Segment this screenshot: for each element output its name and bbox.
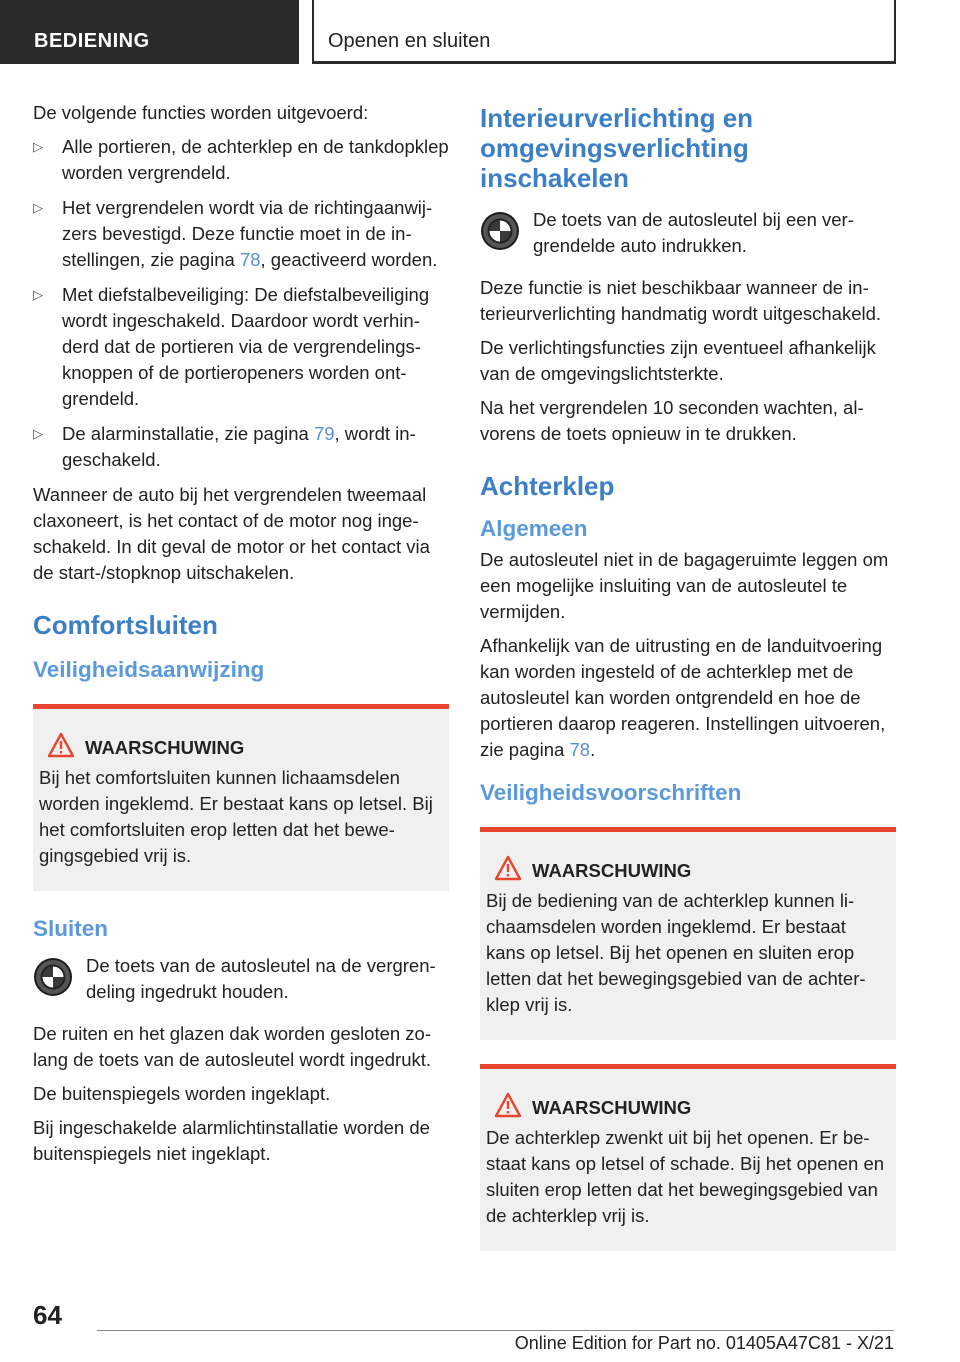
heading-achterklep: Achterklep: [480, 471, 615, 501]
intro-text: De volgende functies worden uitgevoerd:: [33, 102, 369, 123]
equipment-paragraph: Afhankelijk van de uitrusting en de landuitvoering kan worden ingesteld of de achterklep met de autosleutel kan worden ontgrendeld en hoe de portieren daarop reageren. Instellingen uitvoeren, zie pagina 78.: [480, 635, 886, 760]
key-instruction-text: De toets van de autosleutel na de vergrendeling ingedrukt houden.: [86, 955, 436, 1002]
warning-triangle-icon: [494, 855, 522, 881]
list-item-text: Het vergrendelen wordt via de richtingaanwijzers bevestigd. Deze functie moet in de instellingen, zie pagina: [62, 197, 433, 270]
list-item-text: Met diefstalbeveiliging: De diefstalbeveiliging wordt ingeschakeld. Daardoor wordt verhinderd dat de portieren via de vergrendelingsknoppen of de portieropeners worden ontgrendeld.: [62, 284, 430, 409]
hazard-paragraph: Bij ingeschakelde alarmlichtinstallatie worden de buitenspiegels niet ingeklapt.: [33, 1117, 430, 1164]
list-item-text: , wordt ingeschakeld.: [62, 423, 416, 470]
warning-box: [33, 704, 449, 891]
heading-algemeen: Algemeen: [480, 516, 588, 541]
list-item-text: , geactiveerd worden.: [260, 249, 438, 270]
warning-box: [480, 827, 896, 1040]
warning-triangle-icon: [494, 1092, 522, 1118]
heading-comfortsluiten: Comfortsluiten: [33, 610, 218, 640]
warning-box: [480, 1064, 896, 1251]
unavailable-paragraph: Deze functie is niet beschikbaar wanneer de interieurverlichting handmatig wordt uitgeschakeld.: [480, 277, 882, 324]
key-instruction-text: De toets van de autosleutel bij een vergrendelde auto indrukken.: [533, 209, 854, 256]
warning-title: WAARSCHUWING: [486, 1095, 890, 1121]
page-link-78[interactable]: 78: [569, 739, 591, 760]
key-instruction: [33, 953, 449, 1005]
bmw-key-icon: [480, 211, 520, 251]
heading-interieurverlichting: Interieurverlichting en omgevingsverlichting inschakelen: [480, 103, 754, 193]
page-header: [0, 0, 960, 66]
triangle-bullet-icon: ▷: [33, 139, 43, 154]
list-item-text: Alle portieren, de achterklep en de tankdopklep worden vergrendeld.: [62, 136, 449, 183]
honk-paragraph: Wanneer de auto bij het vergrendelen tweemaal claxoneert, is het contact of de motor nog ingeschakeld. In dit geval de motor or het contact via de start-/stopknop uitschakelen.: [33, 484, 430, 583]
chapter-label: Openen en sluiten: [312, 0, 896, 64]
heading-veiligheidsvoorschriften: Veiligheidsvoorschriften: [480, 780, 742, 805]
warning-title: WAARSCHUWING: [486, 858, 890, 884]
warning-triangle-icon: [47, 732, 75, 758]
list-item: [33, 134, 449, 186]
heading-veiligheidsaanwijzing: Veiligheidsaanwijzing: [33, 657, 265, 682]
section-label: BEDIENING: [0, 0, 299, 64]
list-item: [33, 282, 449, 412]
triangle-bullet-icon: ▷: [33, 287, 43, 302]
warning-text: Bij het comfortsluiten kunnen lichaamsdelen worden ingeklemd. Er bestaat kans op letsel. Bij het comfortsluiten erop letten dat het bewegingsgebied vrij is.: [39, 767, 433, 866]
key-luggage-paragraph: De autosleutel niet in de bagageruimte leggen om een mogelijke insluiting van de autosleutel te vermijden.: [480, 549, 889, 622]
triangle-bullet-icon: ▷: [33, 200, 43, 215]
list-item: [33, 421, 449, 473]
warning-text: De achterklep zwenkt uit bij het openen. Er bestaat kans op letsel of schade. Bij het openen en sluiten erop letten dat het bewegingsgebied van de achterklep vrij is.: [486, 1127, 885, 1226]
heading-sluiten: Sluiten: [33, 916, 109, 941]
function-list: [33, 134, 449, 473]
wait-paragraph: Na het vergrendelen 10 seconden wachten, alvorens de toets opnieuw in te drukken.: [480, 397, 864, 444]
page-number: 64: [33, 1300, 62, 1330]
triangle-bullet-icon: ▷: [33, 426, 43, 441]
page-link-78[interactable]: 78: [239, 249, 261, 270]
list-item: [33, 195, 449, 273]
mirrors-paragraph: De buitenspiegels worden ingeklapt.: [33, 1083, 331, 1104]
page-link-79[interactable]: 79: [313, 423, 335, 444]
warning-title: WAARSCHUWING: [39, 735, 443, 761]
right-column: [480, 103, 896, 1275]
footer-rule: [97, 1330, 894, 1331]
bmw-key-icon: [33, 957, 73, 997]
edition-text: Online Edition for Part no. 01405A47C81 - X/21: [514, 1333, 894, 1353]
warning-text: Bij de bediening van de achterklep kunnen lichaamsdelen worden ingeklemd. Er bestaat kans op letsel. Bij het openen en sluiten erop letten dat het bewegingsgebied van de achterklep vrij is.: [486, 890, 866, 1015]
dependent-paragraph: De verlichtingsfuncties zijn eventueel afhankelijk van de omgevingslichtsterkte.: [480, 337, 876, 384]
windows-paragraph: De ruiten en het glazen dak worden gesloten zolang de toets van de autosleutel wordt ingedrukt.: [33, 1023, 432, 1070]
list-item-text: De alarminstallatie, zie pagina: [62, 423, 314, 444]
key-instruction: [480, 207, 896, 259]
left-column: [33, 100, 449, 1175]
